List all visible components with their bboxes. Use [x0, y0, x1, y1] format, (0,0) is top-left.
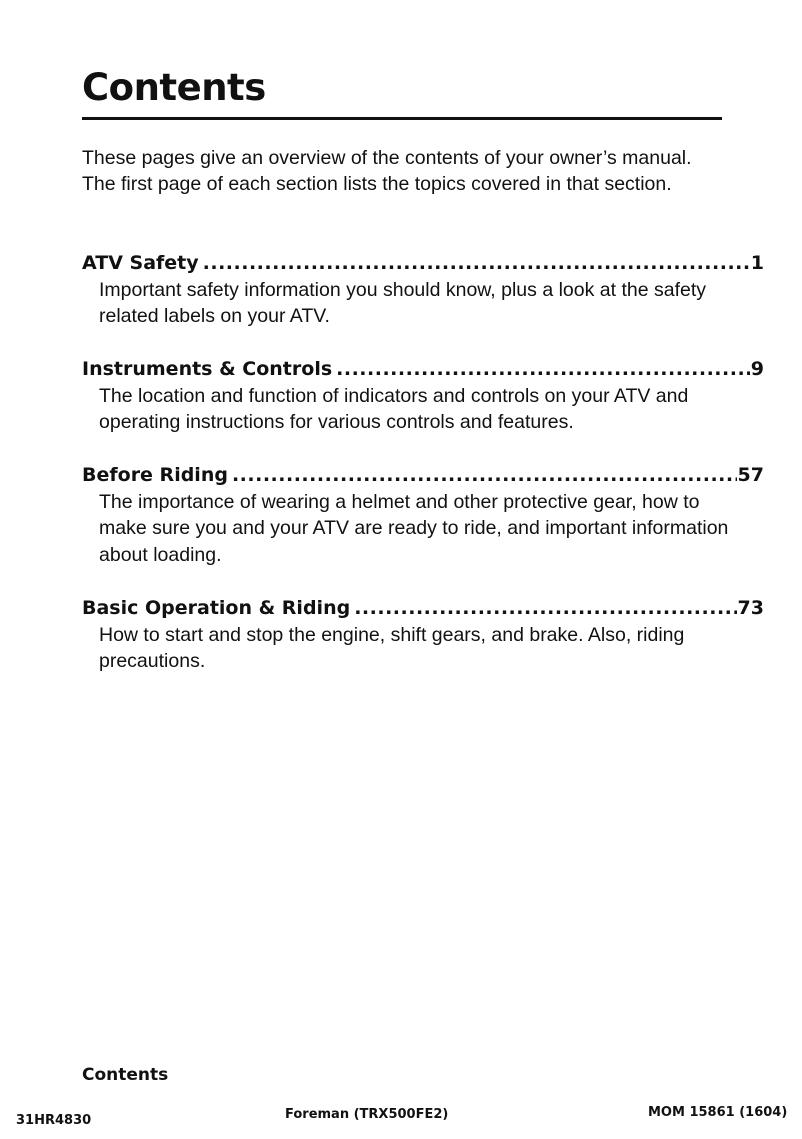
toc-leader-dots [203, 249, 750, 277]
toc-leader-dots [232, 461, 737, 489]
toc-page-number[interactable]: 57 [737, 464, 764, 486]
toc-entry-basic-operation-riding[interactable] [82, 594, 764, 699]
toc-page-number[interactable]: 73 [737, 597, 764, 619]
toc-title[interactable]: Instruments & Controls [82, 358, 333, 380]
toc-description: How to start and stop the engine, shift gears, and brake. Also, riding precautions. [99, 624, 685, 673]
toc-title[interactable]: Before Riding [82, 464, 228, 486]
toc-leader-dots [336, 355, 750, 383]
intro-line-sections: The first page of each section lists the topics covered in that section. [82, 173, 672, 196]
footer-manual-code: MOM 15861 (1604) [648, 1105, 788, 1120]
footer-part-code: 31HR4830 [16, 1113, 92, 1128]
toc-description: The importance of wearing a helmet and other protective gear, how to make sure you and your ATV are ready to ride, and important information about loading. [99, 491, 729, 566]
toc-entry-instruments-controls[interactable] [82, 355, 764, 460]
toc-heading[interactable] [82, 461, 764, 489]
toc-leader-dots [354, 594, 736, 622]
toc-heading[interactable] [82, 594, 764, 622]
toc-entry-atv-safety[interactable] [82, 249, 764, 354]
intro-line-overview: These pages give an overview of the contents of your owner’s manual. [82, 147, 692, 169]
table-of-contents [82, 249, 764, 700]
title-rule [82, 117, 722, 120]
toc-entry-before-riding[interactable] [82, 461, 764, 593]
toc-heading[interactable] [82, 249, 764, 277]
toc-page-number[interactable]: 9 [750, 358, 764, 380]
footer-section-label: Contents [82, 1065, 169, 1085]
footer-model-name: Foreman (TRX500FE2) [285, 1107, 449, 1122]
toc-description: The location and function of indicators and controls on your ATV and operating instructions for various controls and features. [99, 385, 689, 434]
page-title: Contents [82, 66, 266, 109]
intro-text [82, 145, 722, 198]
toc-title[interactable]: ATV Safety [82, 252, 199, 274]
toc-description: Important safety information you should know, plus a look at the safety related labels on your ATV. [99, 279, 707, 328]
toc-heading[interactable] [82, 355, 764, 383]
toc-title[interactable]: Basic Operation & Riding [82, 597, 351, 619]
toc-page-number[interactable]: 1 [750, 252, 764, 274]
